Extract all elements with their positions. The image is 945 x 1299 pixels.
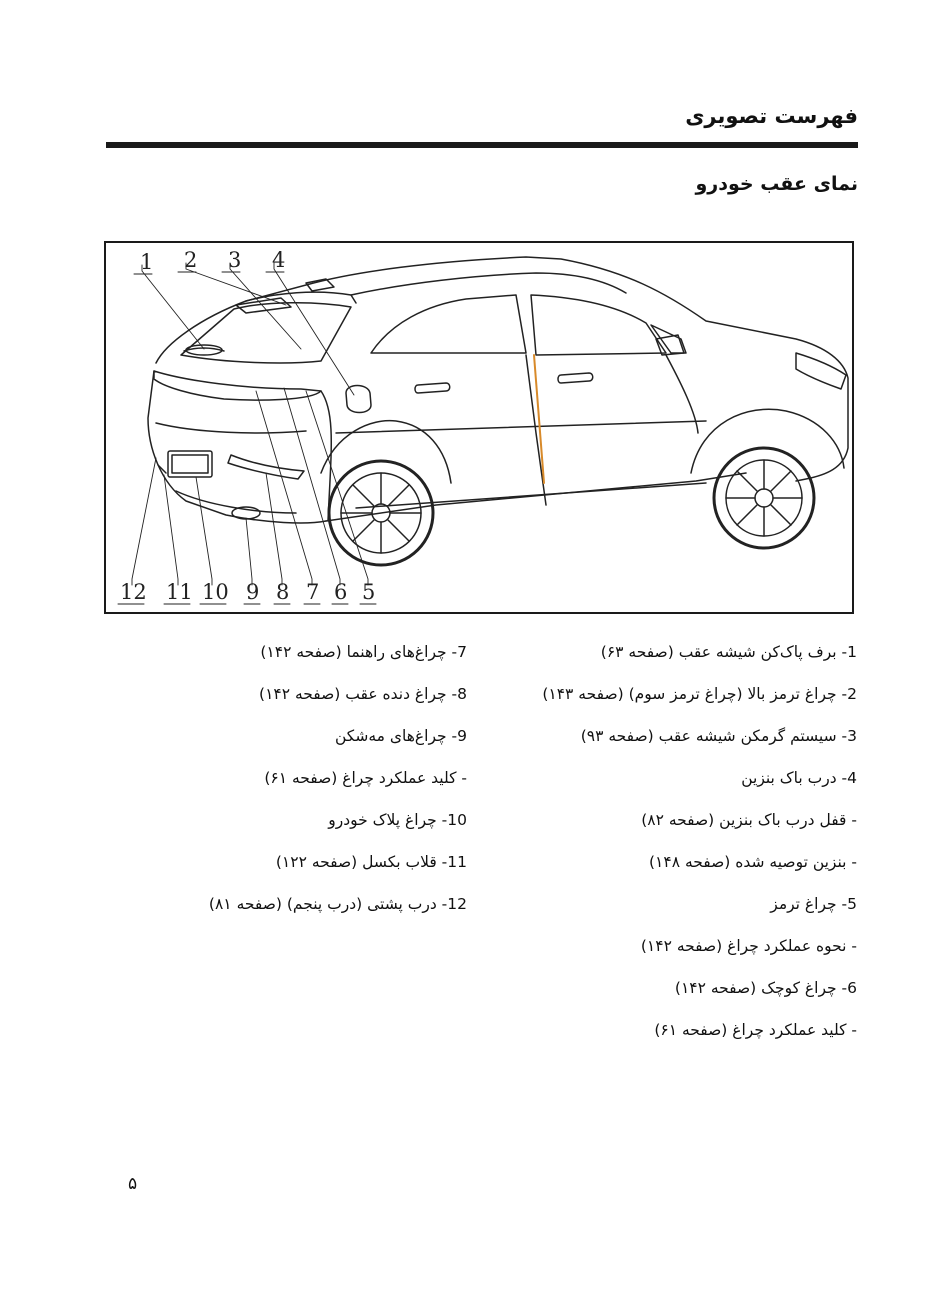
- legend-item: 6- چراغ کوچک (صفحه ۱۴۲): [674, 979, 857, 997]
- legend-item: 10- چراغ پلاک خودرو: [328, 811, 467, 829]
- legend-item: 9- چراغ‌های مه‌شکن: [335, 727, 467, 745]
- callout-11: 11: [166, 580, 193, 604]
- legend-item: 3- سیستم گرمکن شیشه عقب (صفحه ۹۳): [580, 727, 857, 745]
- callout-6: 6: [334, 580, 348, 604]
- legend-item: 5- چراغ ترمز: [770, 895, 857, 913]
- legend-item: - نحوه عملکرد چراغ (صفحه ۱۴۲): [640, 937, 857, 955]
- callout-3: 3: [228, 248, 242, 272]
- legend-item: - بنزین توصیه شده (صفحه ۱۴۸): [648, 853, 857, 871]
- callout-12: 12: [120, 580, 147, 604]
- legend-item: 1- برف پاک‌کن شیشه عقب (صفحه ۶۳): [600, 643, 857, 661]
- callout-5: 5: [362, 580, 376, 604]
- legend-item: 7- چراغ‌های راهنما (صفحه ۱۴۲): [260, 643, 467, 661]
- page-header-title: فهرست تصویری: [685, 104, 858, 128]
- callout-10: 10: [202, 580, 229, 604]
- callout-7: 7: [306, 580, 320, 604]
- section-title: نمای عقب خودرو: [695, 173, 858, 195]
- legend-item: 11- قلاب بکسل (صفحه ۱۲۲): [275, 853, 467, 871]
- legend-column-left: [107, 642, 467, 936]
- callout-8: 8: [276, 580, 290, 604]
- legend-column-right: [477, 642, 857, 1062]
- legend-item: - کلید عملکرد چراغ (صفحه ۶۱): [264, 769, 467, 787]
- legend-item: - قفل درب باک بنزین (صفحه ۸۲): [641, 811, 857, 829]
- header-divider: [106, 142, 858, 148]
- callout-9: 9: [246, 580, 260, 604]
- legend-item: 8- چراغ دنده عقب (صفحه ۱۴۲): [259, 685, 467, 703]
- callout-4: 4: [272, 248, 286, 272]
- rear-view-car-illustration: [104, 241, 854, 614]
- callout-2: 2: [184, 248, 198, 272]
- callout-1: 1: [140, 250, 154, 274]
- page-number: ۵: [128, 1174, 138, 1194]
- car-drawing: [106, 243, 852, 612]
- legend-item: - کلید عملکرد چراغ (صفحه ۶۱): [654, 1021, 857, 1039]
- legend-item: 12- درب پشتی (درب پنجم) (صفحه ۸۱): [208, 895, 467, 913]
- legend-item: 2- چراغ ترمز بالا (چراغ ترمز سوم) (صفحه ۱۴۳): [542, 685, 857, 703]
- legend-item: 4- درب باک بنزین: [741, 769, 857, 787]
